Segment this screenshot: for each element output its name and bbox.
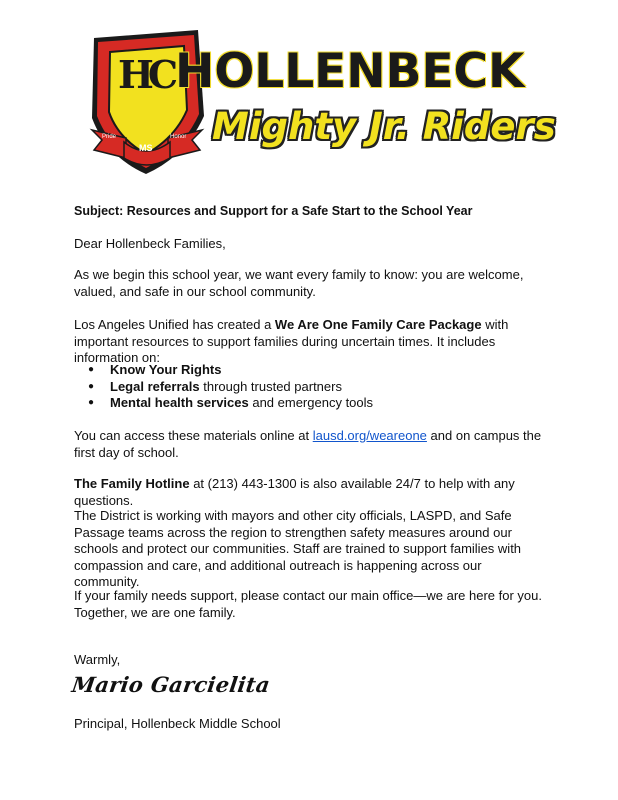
signer-title: Principal, Hollenbeck Middle School	[74, 716, 281, 731]
list-item-rest: through trusted partners	[199, 378, 342, 394]
paragraph-support: If your family needs support, please contact our main office—we are here for you. Together, we are one family.	[74, 588, 542, 620]
paragraph-care-package	[74, 317, 544, 367]
wordmark-hollenbeck: HOLLENBECK	[175, 44, 525, 99]
wordmark-mighty-jr-riders: Mighty Jr. Riders	[212, 105, 556, 148]
p3-text-end: and on campus the first day of school.	[74, 428, 542, 460]
paragraph-safety: The District is working with mayors and other city officials, LASPD, and Safe Passage teams across the region to strengthen safety measures around our schools and protect our communities. Staff are trained to support families with compassion and care, and additional outreach is happening across our community.	[74, 508, 522, 589]
list-item	[74, 379, 373, 396]
paragraph-hotline	[74, 476, 544, 509]
list-item-bold: Know Your Rights	[110, 362, 222, 377]
list-item-bold: Mental health services	[110, 395, 249, 410]
ribbon-center-text: MS	[139, 143, 153, 153]
list-item	[74, 362, 373, 379]
p2-text-end: with important resources to support families during uncertain times. It includes information on:	[74, 317, 509, 365]
p2-text-start: Los Angeles Unified has created a	[74, 317, 275, 332]
hotline-details: at (213) 443-1300 is also available 24/7 to help with any questions.	[74, 476, 515, 508]
letter-closing: Warmly,	[74, 652, 121, 667]
p3-text-start: You can access these materials online at	[74, 428, 313, 443]
care-package-name: We Are One Family Care Package	[274, 317, 482, 332]
paragraph-welcome: As we begin this school year, we want every family to know: you are welcome, valued, and safe in our school community.	[74, 267, 524, 299]
resource-list	[74, 362, 373, 412]
ribbon-left-text: Pride	[102, 134, 117, 140]
ribbon-right-text: Honor	[170, 134, 187, 140]
signature: Mario Garcielita	[70, 672, 272, 697]
list-item-bold: Legal referrals	[110, 378, 200, 394]
list-item	[74, 395, 373, 412]
weareone-link[interactable]: lausd.org/weareone	[312, 428, 427, 443]
list-item-rest: and emergency tools	[248, 395, 374, 410]
hotline-name: The Family Hotline	[74, 476, 190, 491]
paragraph-access	[74, 428, 544, 461]
letter-greeting: Dear Hollenbeck Families,	[74, 236, 226, 251]
crest-letters: HC	[118, 52, 173, 97]
letter-subject: Subject: Resources and Support for a Safe Start to the School Year	[74, 204, 473, 218]
